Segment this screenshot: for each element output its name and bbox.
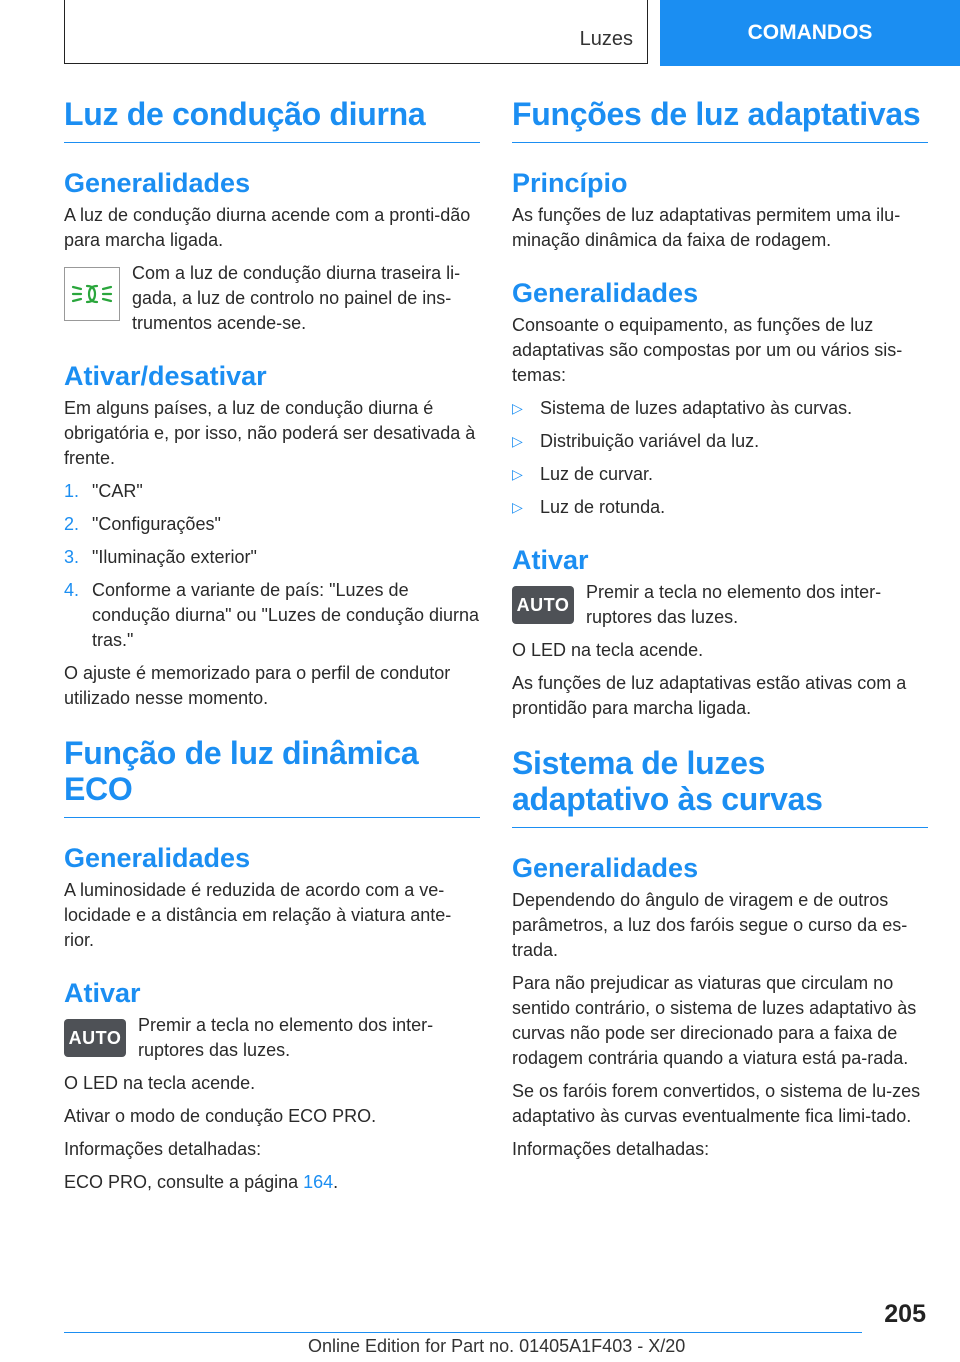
triangle-bullet-icon: ▷ — [512, 400, 523, 416]
bullet-list — [512, 396, 928, 520]
paragraph: Para não prejudicar as viaturas que circulam no sentido contrário, o sistema de luzes adaptativo às curvas não pode ser direcionado para a faixa de rodagem contrária quando a viatura está pa-rada. — [512, 973, 917, 1068]
paragraph: Consoante o equipamento, as funções de luz adaptativas são compostas por um ou vários sis-temas: — [512, 315, 903, 385]
subsection-title: Generalidades — [512, 278, 699, 308]
list-item — [512, 396, 928, 421]
list-item — [64, 479, 480, 504]
footer-rule — [64, 1332, 862, 1333]
header-box — [64, 0, 648, 64]
note-row — [64, 1013, 480, 1063]
paragraph — [64, 1170, 480, 1195]
note-text: Premir a tecla no elemento dos inter-ruptores das luzes. — [586, 582, 882, 627]
step-text: "Iluminação exterior" — [92, 547, 257, 567]
paragraph: A luminosidade é reduzida de acordo com a ve-locidade e a distância em relação à viatura ante-rior. — [64, 880, 452, 950]
page-link[interactable]: 164 — [303, 1172, 334, 1192]
list-item — [512, 462, 928, 487]
step-text: Conforme a variante de país: "Luzes de condução diurna" ou "Luzes de condução diurna tras." — [92, 580, 480, 650]
step-text: "Configurações" — [92, 514, 221, 534]
paragraph: As funções de luz adaptativas permitem uma ilu-minação dinâmica da faixa de rodagem. — [512, 205, 901, 250]
left-column — [64, 96, 480, 1203]
paragraph: Informações detalhadas: — [64, 1139, 262, 1159]
note-row — [64, 261, 480, 336]
note-text: Com a luz de condução diurna traseira li-gada, a luz de controlo no painel de ins-trumentos acende-se. — [132, 263, 461, 333]
list-item — [64, 545, 480, 570]
paragraph: Informações detalhadas: — [512, 1139, 710, 1159]
bullet-text: Distribuição variável da luz. — [540, 431, 760, 451]
footer-edition: Online Edition for Part no. 01405A1F403 - X/20 — [308, 1336, 686, 1356]
header-tab-label: COMANDOS — [747, 21, 873, 44]
paragraph: Dependendo do ângulo de viragem e de outros parâmetros, a luz dos faróis segue o curso da es-trada. — [512, 890, 908, 960]
page-number: 205 — [884, 1300, 926, 1328]
section-title: Funções de luz adaptativas — [512, 96, 928, 143]
list-item — [64, 512, 480, 537]
list-item — [512, 495, 928, 520]
bullet-text: Sistema de luzes adaptativo às curvas. — [540, 398, 853, 418]
right-column — [512, 96, 928, 1170]
paragraph: A luz de condução diurna acende com a pronti-dão para marcha ligada. — [64, 205, 471, 250]
bullet-text: Luz de rotunda. — [540, 497, 666, 517]
subsection-title: Generalidades — [64, 168, 251, 198]
ref-text: ECO PRO, consulte a página — [64, 1172, 304, 1192]
subsection-title: Ativar — [64, 978, 141, 1008]
steps-list — [64, 479, 480, 653]
step-number: 1. — [64, 481, 80, 501]
subsection-title: Generalidades — [512, 853, 699, 883]
list-item — [64, 578, 480, 653]
bullet-text: Luz de curvar. — [540, 464, 654, 484]
subsection-title: Generalidades — [64, 843, 251, 873]
auto-key-label: AUTO — [68, 1027, 122, 1048]
header-title: Luzes — [579, 28, 633, 50]
subsection-title: Princípio — [512, 168, 628, 198]
section-title: Sistema de luzes adaptativo às curvas — [512, 745, 928, 828]
note-text: Premir a tecla no elemento dos inter-ruptores das luzes. — [138, 1015, 434, 1060]
paragraph: As funções de luz adaptativas estão ativas com a prontidão para marcha ligada. — [512, 673, 907, 718]
step-number: 2. — [64, 514, 80, 534]
auto-key-icon — [64, 1019, 126, 1057]
auto-key-icon — [512, 586, 574, 624]
step-number: 3. — [64, 547, 80, 567]
note-row — [512, 580, 928, 630]
header-tab — [660, 0, 960, 66]
daytime-running-light-icon — [64, 267, 120, 321]
paragraph: Em alguns países, a luz de condução diurna é obrigatória e, por isso, não poderá ser desativada à frente. — [64, 398, 476, 468]
section-title: Luz de condução diurna — [64, 96, 480, 143]
ref-end: . — [333, 1172, 339, 1192]
step-number: 4. — [64, 580, 80, 600]
step-text: "CAR" — [92, 481, 143, 501]
auto-key-label: AUTO — [516, 594, 570, 615]
subsection-title: Ativar — [512, 545, 589, 575]
section-title: Função de luz dinâmica ECO — [64, 735, 480, 818]
paragraph: O LED na tecla acende. — [64, 1073, 256, 1093]
paragraph: Ativar o modo de condução ECO PRO. — [64, 1106, 377, 1126]
list-item — [512, 429, 928, 454]
paragraph: O ajuste é memorizado para o perfil de condutor utilizado nesse momento. — [64, 663, 451, 708]
triangle-bullet-icon: ▷ — [512, 499, 523, 515]
triangle-bullet-icon: ▷ — [512, 466, 523, 482]
triangle-bullet-icon: ▷ — [512, 433, 523, 449]
subsection-title: Ativar/desativar — [64, 361, 267, 391]
paragraph: Se os faróis forem convertidos, o sistema de lu-zes adaptativo às curvas eventualmente fica limi-tado. — [512, 1081, 921, 1126]
paragraph: O LED na tecla acende. — [512, 640, 704, 660]
